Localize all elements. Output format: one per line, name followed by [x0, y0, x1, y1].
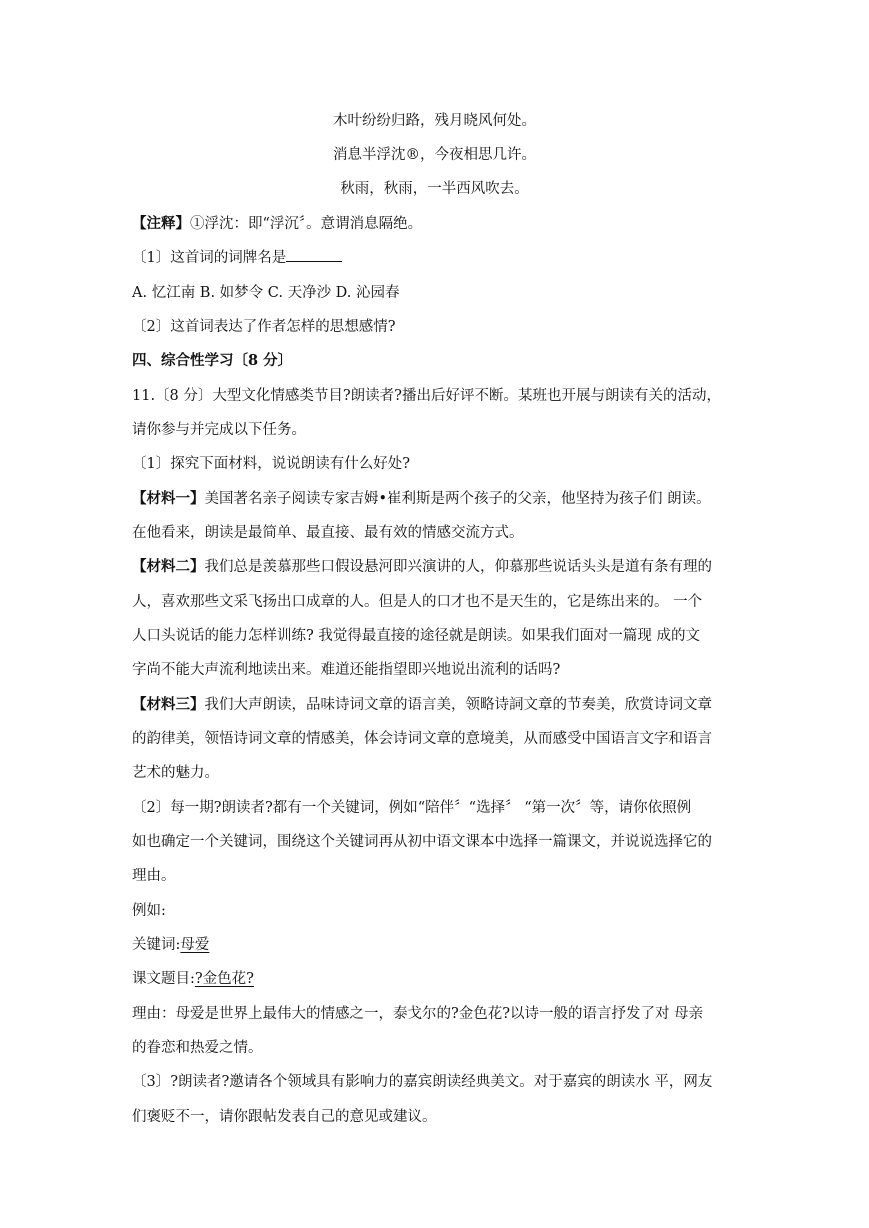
question-2: 〔2〕这首词表达了作者怎样的思想感情? — [132, 319, 396, 335]
lesson-title-value: ?金色花? — [194, 971, 254, 987]
poem-line-3: 秋雨，秋雨，一半西风吹去。 — [340, 181, 529, 197]
material-2-label: 【材料二】 — [132, 558, 205, 575]
annotation-text: ①浮沈：即“浮沉〞。意谓消息隔绝。 — [190, 216, 423, 232]
sub-question-3-line-1: 〔3〕?朗读者?邀请各个领域具有影响力的嘉宾朗读经典美文。对于嘉宾的朗读水 平，网友 — [132, 1074, 713, 1090]
material-2-line-2: 人，喜欢那些文采飞扬出口成章的人。但是人的口才也不是天生的，它是练出来的。 一个 — [132, 594, 703, 610]
material-3-line-1 — [132, 695, 712, 715]
question-11-line-1: 11.〔8 分〕大型文化情感类节目?朗读者?播出后好评不断。某班也开展与朗读有关的活动， — [132, 388, 721, 404]
example-label: 例如: — [132, 903, 166, 919]
sub-question-2-line-2: 如也确定一个关键词，围绕这个关键词再从初中语文课本中选择一篇课文，并说说选择它的 — [132, 834, 712, 850]
question-1 — [132, 248, 342, 268]
material-3-text: 我们大声朗读，品味诗词文章的语言美，领略诗詞文章的节奏美，欣赏诗词文章 — [204, 697, 712, 713]
keyword-value: 母爱 — [180, 937, 210, 953]
poem-line-1: 木叶纷纷归路，残月晓风何处。 — [333, 113, 536, 129]
lesson-title-label: 课文题目: — [132, 971, 195, 987]
question-1-options: A. 忆江南 B. 如梦令 C. 天净沙 D. 沁园春 — [132, 285, 400, 301]
keyword-label: 关键词: — [132, 937, 181, 953]
material-1-line-2: 在他看来，朗读是最简单、最直接、最有效的情感交流方式。 — [132, 525, 524, 541]
sub-question-1: 〔1〕探究下面材料，说说朗读有什么好处? — [132, 456, 410, 472]
annotation-label: 【注释】 — [132, 215, 190, 232]
sub-question-3-line-2: 们褒贬不一，请你跟帖发表自己的意见或建议。 — [132, 1109, 437, 1125]
question-1-text: 〔1〕这首词的词牌名是 — [132, 250, 287, 266]
material-1-text: 美国著名亲子阅读专家吉姆•崔利斯是两个孩子的父亲，他坚持为孩子们 朗读。 — [204, 491, 711, 507]
answer-blank — [286, 248, 342, 262]
material-3-label: 【材料三】 — [132, 696, 205, 713]
annotation — [132, 214, 422, 234]
sub-question-2-line-1: 〔2〕每一期?朗读者?都有一个关键词，例如“陪伴〞“选择〞 “第一次〞等，请你依照例 — [132, 800, 692, 816]
section-heading: 四、综合性学习〔8 分〕 — [132, 352, 293, 369]
material-1-line-1 — [132, 489, 711, 509]
material-3-line-3: 艺术的魅力。 — [132, 765, 219, 781]
reason-line-2: 的眷恋和热爱之情。 — [132, 1040, 263, 1056]
poem-line-2: 消息半浮沈®，今夜相思几许。 — [333, 147, 536, 163]
material-2-line-1 — [132, 557, 712, 577]
keyword-row — [132, 935, 209, 955]
reason-line-1: 理由：母爱是世界上最伟大的情感之一，泰戈尔的?金色花?以诗一般的语言抒发了对 母亲 — [132, 1006, 704, 1022]
question-11-line-2: 请你参与并完成以下任务。 — [132, 422, 306, 438]
lesson-title-row — [132, 969, 254, 989]
material-1-label: 【材料一】 — [132, 490, 205, 507]
sub-question-2-line-3: 理由。 — [132, 868, 176, 884]
material-2-line-4: 字尚不能大声流利地读出来。难道还能指望即兴地说出流利的话吗? — [132, 662, 561, 678]
material-3-line-2: 的韵律美，领悟诗词文章的情感美，体会诗词文章的意境美，从而感受中国语言文字和语言 — [132, 731, 712, 747]
material-2-line-3: 人口头说话的能力怎样训练? 我觉得最直接的途径就是朗读。如果我们面对一篇现 成的文 — [132, 628, 700, 644]
material-2-text: 我们总是羡慕那些口假设悬河即兴演讲的人，仰慕那些说话头头是道有条有理的 — [204, 559, 712, 575]
